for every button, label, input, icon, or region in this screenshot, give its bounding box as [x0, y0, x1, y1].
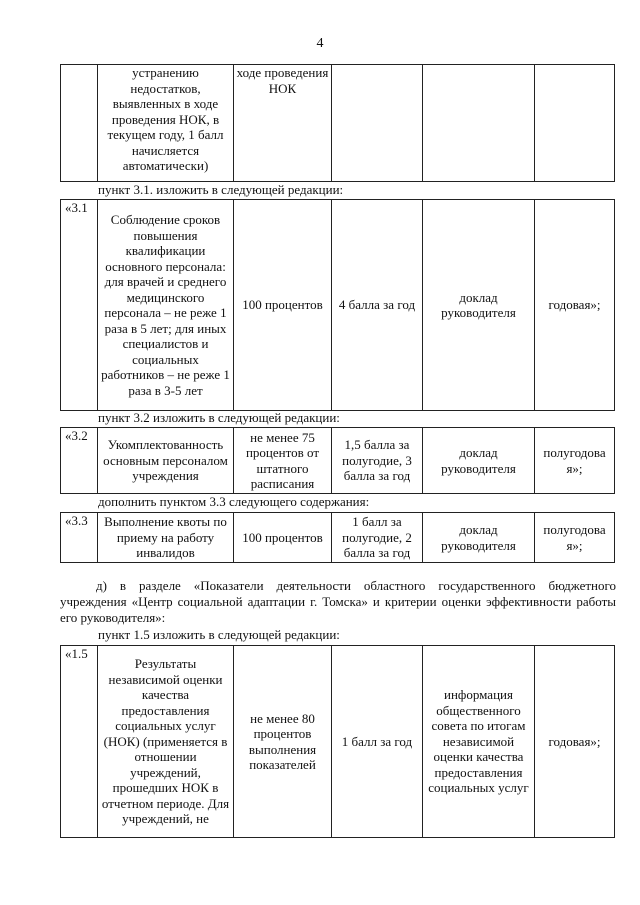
table-3-1 — [60, 199, 615, 411]
cell-source: доклад руководителя — [423, 428, 535, 494]
cell-criterion: не менее 75 процентов от штатного расписания — [234, 428, 332, 494]
cell-indicator: Укомплектованность основным персоналом учреждения — [98, 428, 234, 494]
table-row — [61, 65, 615, 182]
intro-1-5: пункт 1.5 изложить в следующей редакции: — [98, 627, 340, 642]
cell-period: полугодовая»; — [535, 428, 615, 494]
table-row — [61, 200, 615, 411]
page-number: 4 — [316, 36, 324, 51]
cell-criterion: 100 процентов — [234, 513, 332, 563]
table-3-2 — [60, 427, 615, 494]
cell-criterion: 100 процентов — [234, 200, 332, 411]
table-row — [61, 428, 615, 494]
table-continuation — [60, 64, 615, 182]
cell-period — [535, 65, 615, 182]
cell-number: «3.3 — [61, 513, 98, 563]
table-row — [61, 513, 615, 563]
paragraph-d: д) в разделе «Показатели деятельности областного государственного бюджетного учреждения «Центр социальной адаптации г. Томска» и критерии оценки эффективности работы его руководителя»: — [60, 578, 616, 625]
cell-period: годовая»; — [535, 200, 615, 411]
table-1-5 — [60, 645, 615, 838]
cell-number — [61, 65, 98, 182]
cell-score: 1,5 балла за полугодие, 3 балла за год — [332, 428, 423, 494]
cell-score: 1 балл за полугодие, 2 балла за год — [332, 513, 423, 563]
cell-number: «3.2 — [61, 428, 98, 494]
table-3-3 — [60, 512, 615, 563]
intro-3-1: пункт 3.1. изложить в следующей редакции: — [98, 182, 344, 197]
cell-score: 4 балла за год — [332, 200, 423, 411]
cell-period: годовая»; — [535, 646, 615, 838]
cell-indicator: Соблюдение сроков повышения квалификации основного персонала: для врачей и среднего медицинского персонала – не реже 1 раза в 5 лет; для иных специалистов и социальных работников – не реже 1 раза в 3-5 лет — [98, 200, 234, 411]
cell-criterion: ходе проведения НОК — [234, 65, 332, 182]
cell-indicator: устранению недостатков, выявленных в ходе проведения НОК, в текущем году, 1 балл начисляется автоматически) — [98, 65, 234, 182]
cell-indicator: Результаты независимой оценки качества предоставления социальных услуг (НОК) (применяется в отношении учреждений, прошедших НОК в отчетном периоде. Для учреждений, не — [98, 646, 234, 838]
cell-source — [423, 65, 535, 182]
cell-number: «1.5 — [61, 646, 98, 838]
cell-period: полугодовая»; — [535, 513, 615, 563]
cell-indicator: Выполнение квоты по приему на работу инвалидов — [98, 513, 234, 563]
cell-source: доклад руководителя — [423, 513, 535, 563]
intro-3-2: пункт 3.2 изложить в следующей редакции: — [98, 410, 340, 425]
cell-source: доклад руководителя — [423, 200, 535, 411]
cell-criterion: не менее 80 процентов выполнения показателей — [234, 646, 332, 838]
cell-score: 1 балл за год — [332, 646, 423, 838]
table-row — [61, 646, 615, 838]
intro-3-3: дополнить пунктом 3.3 следующего содержания: — [98, 494, 370, 509]
cell-source: информация общественного совета по итогам независимой оценки качества предоставления социальных услуг — [423, 646, 535, 838]
cell-number: «3.1 — [61, 200, 98, 411]
cell-score — [332, 65, 423, 182]
